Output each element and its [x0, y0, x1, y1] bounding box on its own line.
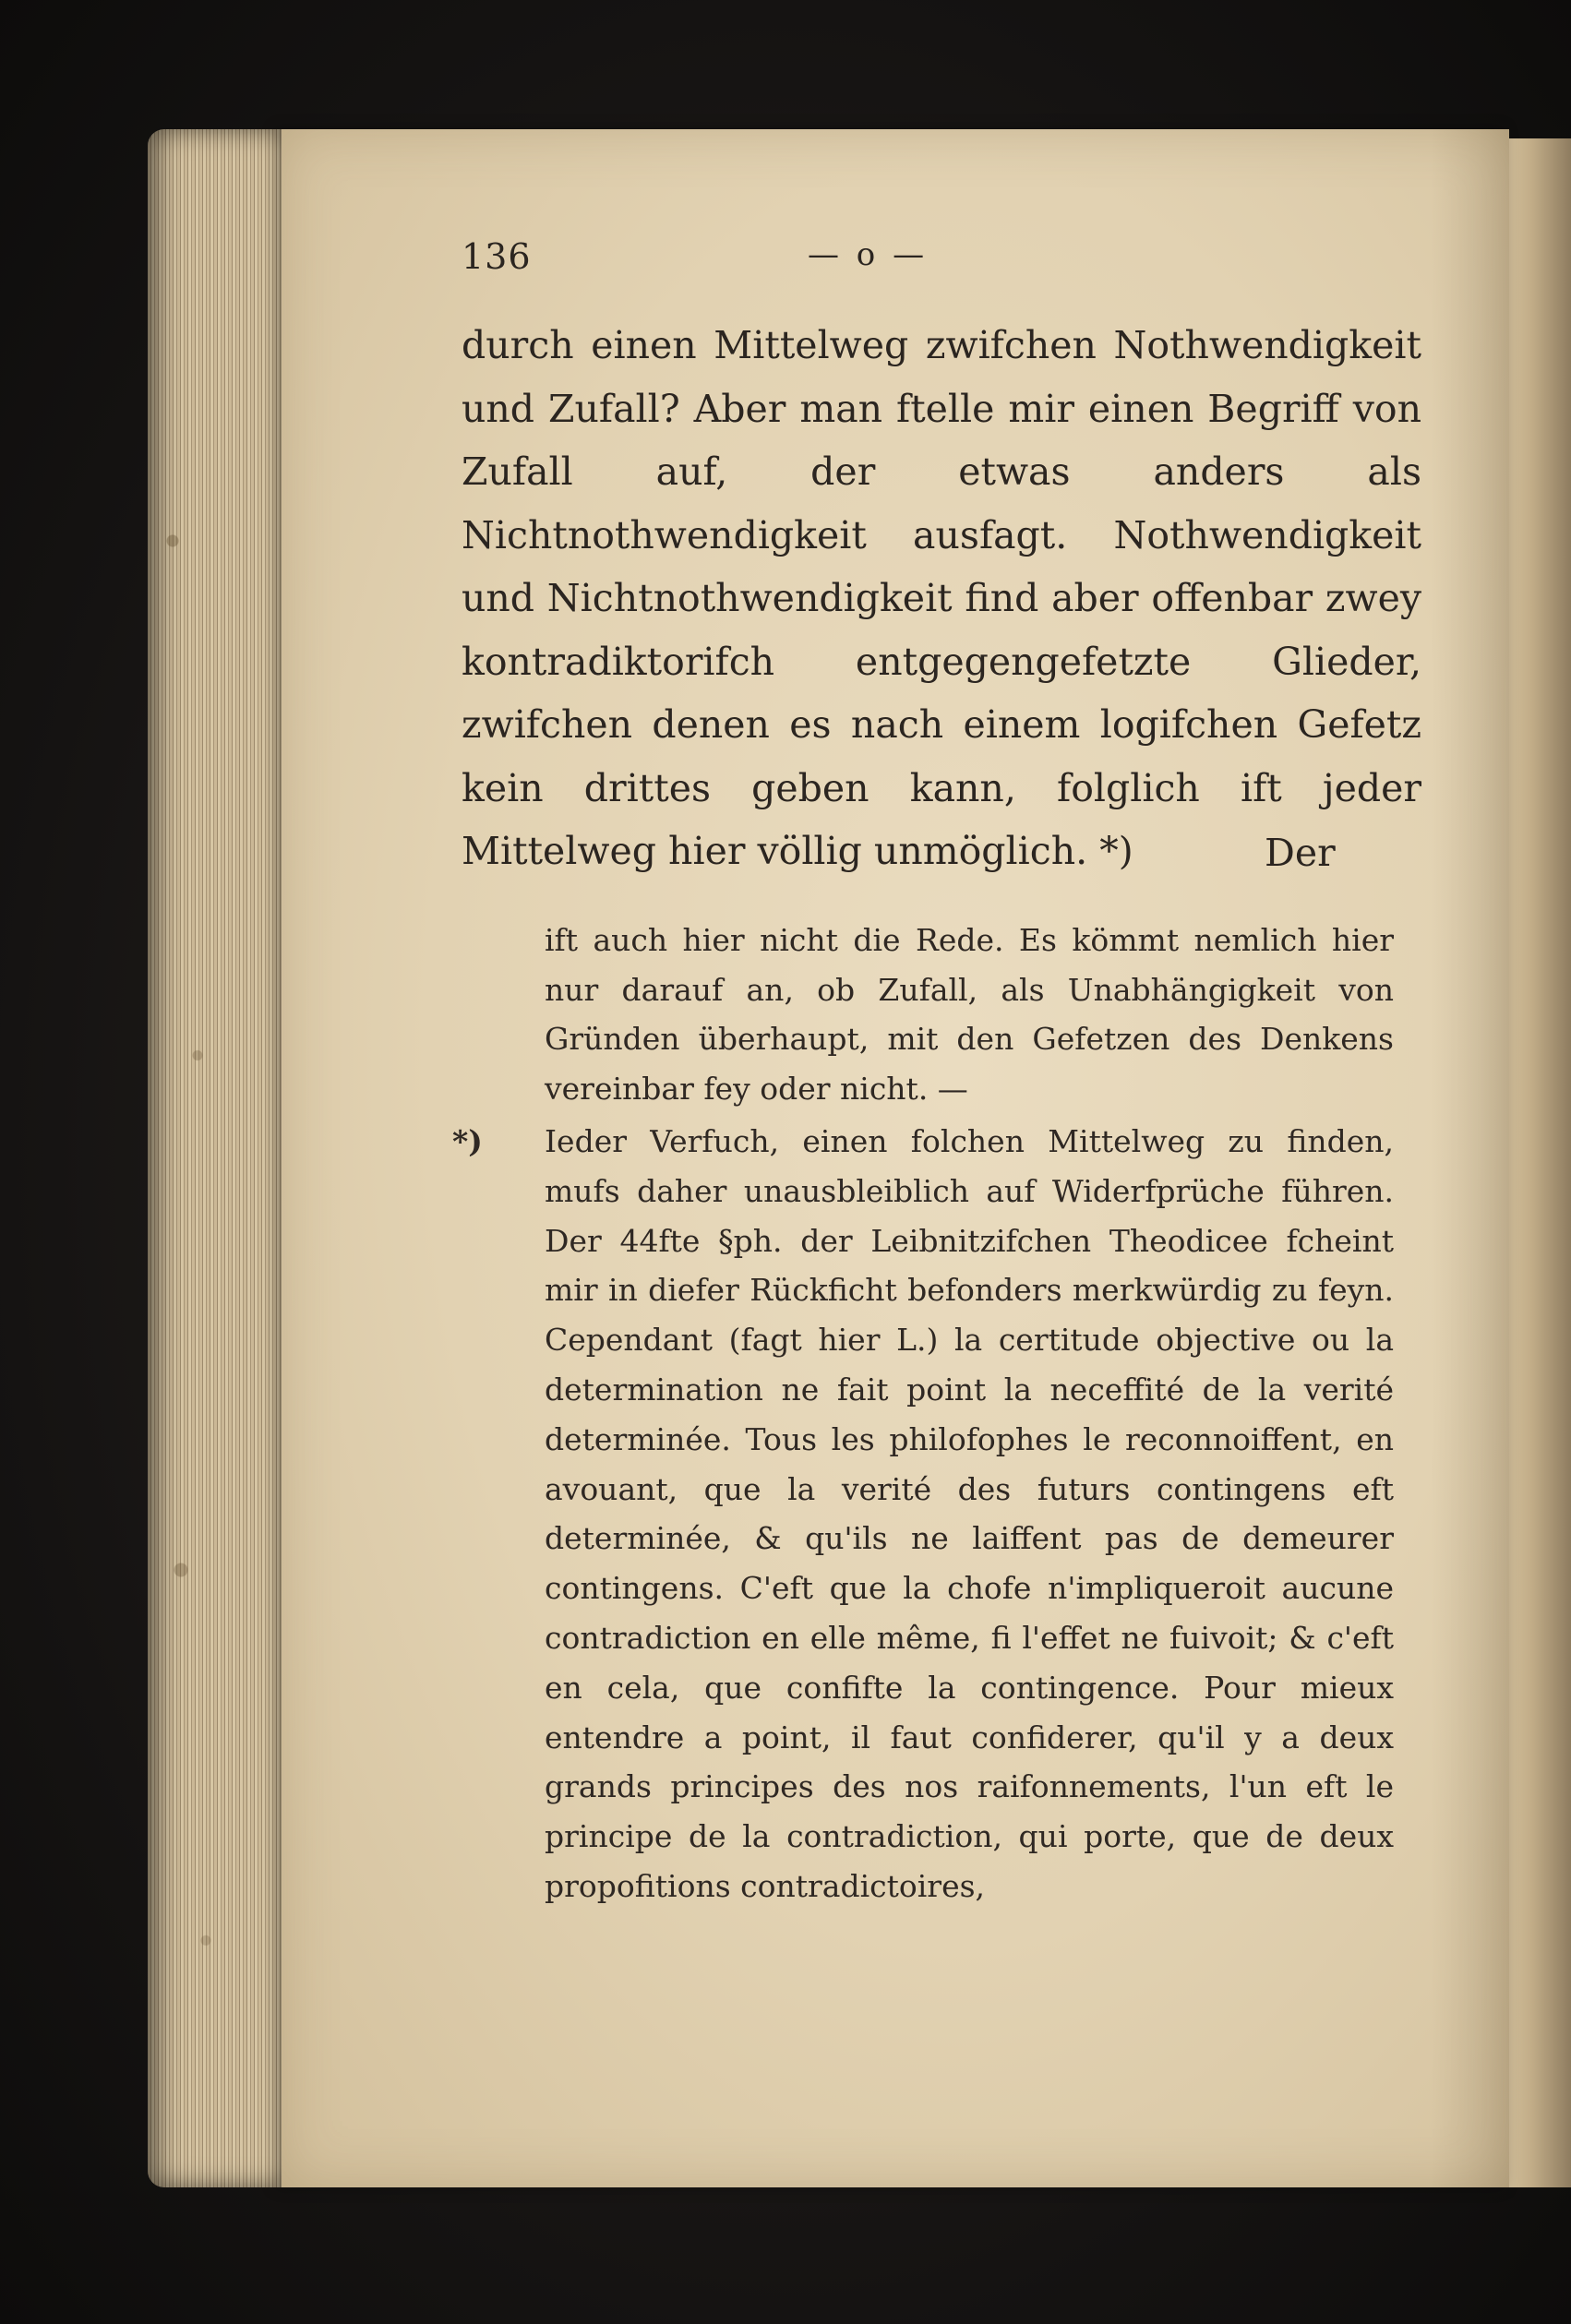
page-edge-stains [148, 129, 231, 2187]
catchword: Der [1265, 831, 1336, 875]
footnote [452, 1117, 1394, 1911]
page-header [462, 236, 1385, 301]
page-number: 136 [462, 236, 532, 277]
footnote-text: Ieder Verfuch, einen folchen Mittelweg zu finden, mufs daher unausbleiblich auf Widerfprüche führen. Der 44fte §ph. der Leibnitzifchen Theodicee fcheint mir in diefer Rückficht befonders merkwürdig zu feyn. Cependant (fagt hier L.) la certitude objective ou la determination ne fait point la neceffité de la verité determinée. Tous les philofophes le reconnoiffent, en avouant, que la verité des futurs contingens eft determinée, & qu'ils ne laiffent pas de demeurer contingens. C'eft que la chofe n'impliqueroit aucune contradiction en elle même, fi l'effet ne fuivoit; & c'eft en cela, que confifte la contingence. Pour mieux entendre a point, il faut confiderer, qu'il y a deux grands principes des nos raifonnements, l'un eft le principe de la contradiction, qui porte, que de deux propofitions contradictoires, [545, 1123, 1394, 1904]
footnote-body [452, 1117, 1394, 1911]
running-head: — o — [808, 236, 929, 273]
right-page-block [1505, 138, 1571, 2187]
page-shadow [1431, 129, 1509, 2187]
main-text-block [462, 314, 1421, 883]
footnote-marker: *) [452, 1123, 483, 1159]
footnote-continuation [545, 916, 1394, 1113]
footnote-continuation-text: ift auch hier nicht die Rede. Es kömmt nemlich hier nur darauf an, ob Zufall, als Unabhängigkeit von Gründen überhaupt, mit den Gefetzen des Denkens vereinbar fey oder nicht. — [545, 922, 1394, 1107]
main-paragraph: durch einen Mittelweg zwifchen Nothwendigkeit und Zufall? Aber man ftelle mir einen Begriff von Zufall auf, der etwas anders als Nichtnothwendigkeit ausfagt. Nothwendigkeit und Nichtnothwendigkeit find aber offenbar zwey kontradiktorifch entgegengefetzte Glieder, zwifchen denen es nach einem logifchen Gefetz kein drittes geben kann, folglich ift jeder Mittelweg hier völlig unmöglich. *) [462, 323, 1421, 873]
